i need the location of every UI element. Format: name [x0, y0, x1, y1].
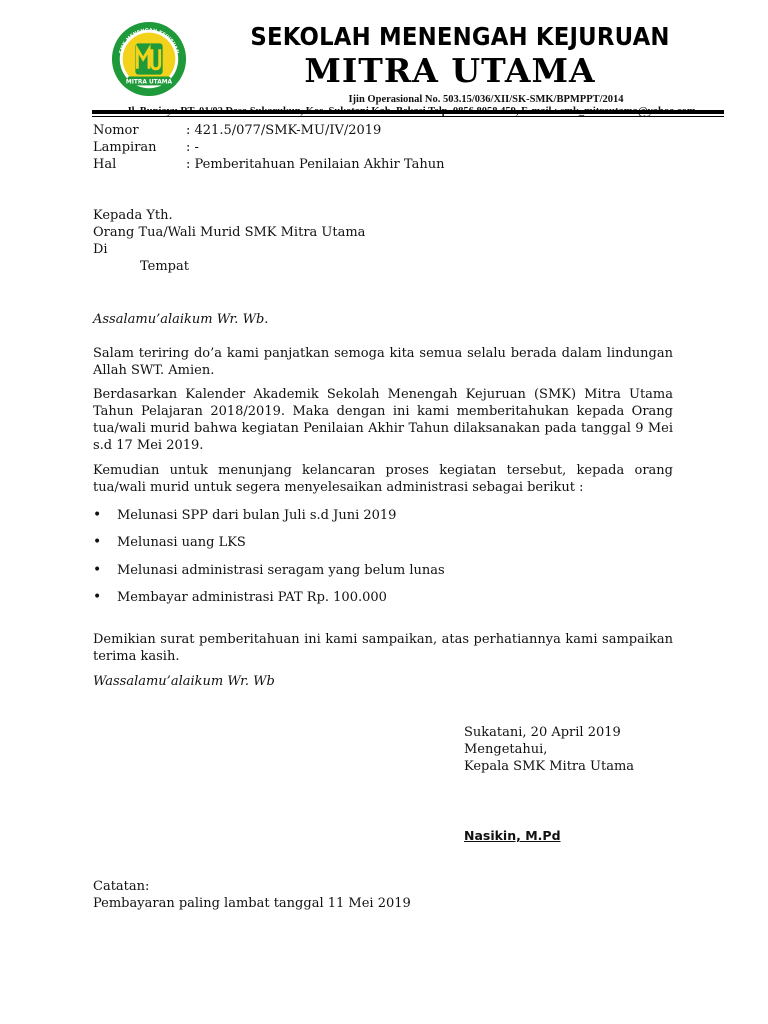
field-value-lampiran: : -	[186, 140, 199, 155]
note-text: Pembayaran paling lambat tanggal 11 Mei 2019	[93, 896, 411, 911]
school-name: MITRA UTAMA	[304, 51, 596, 90]
logo-top-text: SMK MENENGAH KEJURUAN	[118, 27, 180, 55]
paragraph-2: Berdasarkan Kalender Akademik Sekolah Menengah Kejuruan (SMK) Mitra Utama Tahun Pelajaran 2018/2019. Maka dengan ini kami memberitahukan kepada Orang tua/wali murid bahwa kegiatan Penilaian Akhir Tahun dilaksanakan pada tanggal 9 Mei s.d 17 Mei 2019.	[93, 387, 673, 453]
bullet-dot: •	[93, 507, 102, 523]
permit-number: Ijin Operasional No. 503.15/036/XII/SK-SMK/BPMPPT/2014	[348, 94, 624, 105]
list-item: Melunasi administrasi seragam yang belum lunas	[117, 563, 445, 578]
field-label-lampiran: Lampiran	[93, 140, 157, 155]
bullet-dot: •	[93, 562, 102, 578]
list-item: Melunasi SPP dari bulan Juli s.d Juni 2019	[117, 508, 397, 523]
recipient-line-3: Di	[93, 242, 108, 257]
bullet-dot: •	[93, 589, 102, 605]
paragraph-1: Salam teriring do’a kami panjatkan semoga kita semua selalu berada dalam lindungan Allah SWT. Amien.	[93, 346, 673, 378]
note-label: Catatan:	[93, 879, 150, 894]
paragraph-3: Kemudian untuk menunjang kelancaran proses kegiatan tersebut, kepada orang tua/wali murid untuk segera menyelesaikan administrasi sebagai berikut :	[93, 463, 673, 495]
field-value-nomor: : 421.5/077/SMK-MU/IV/2019	[186, 123, 382, 138]
recipient-line-4: Tempat	[140, 259, 189, 274]
school-type: SEKOLAH MENENGAH KEJURUAN	[250, 22, 670, 51]
signature-place-date: Sukatani, 20 April 2019	[464, 725, 621, 740]
field-label-nomor: Nomor	[93, 123, 139, 138]
letterhead-rule-thin	[92, 116, 724, 117]
letterhead	[96, 14, 726, 118]
farewell: Wassalamu’alaikum Wr. Wb	[93, 674, 275, 689]
signature-position: Kepala SMK Mitra Utama	[464, 759, 635, 774]
school-crest-icon	[110, 20, 188, 98]
logo-bottom-text: MITRA UTAMA	[125, 79, 173, 86]
letterhead-rule-thick	[92, 110, 724, 114]
recipient-line-2: Orang Tua/Wali Murid SMK Mitra Utama	[93, 225, 366, 240]
list-item: Melunasi uang LKS	[117, 535, 246, 550]
list-item: Membayar administrasi PAT Rp. 100.000	[117, 590, 387, 605]
bullet-dot: •	[93, 534, 102, 550]
field-label-hal: Hal	[93, 157, 117, 172]
greeting: Assalamu’alaikum Wr. Wb.	[93, 312, 269, 327]
field-value-hal: : Pemberitahuan Penilaian Akhir Tahun	[186, 157, 445, 172]
closing-paragraph: Demikian surat pemberitahuan ini kami sampaikan, atas perhatiannya kami sampaikan terima kasih.	[93, 632, 673, 664]
signature-acknowledged: Mengetahui,	[464, 742, 548, 757]
signature-name: Nasikin, M.Pd	[464, 828, 561, 843]
recipient-line-1: Kepada Yth.	[93, 208, 173, 223]
